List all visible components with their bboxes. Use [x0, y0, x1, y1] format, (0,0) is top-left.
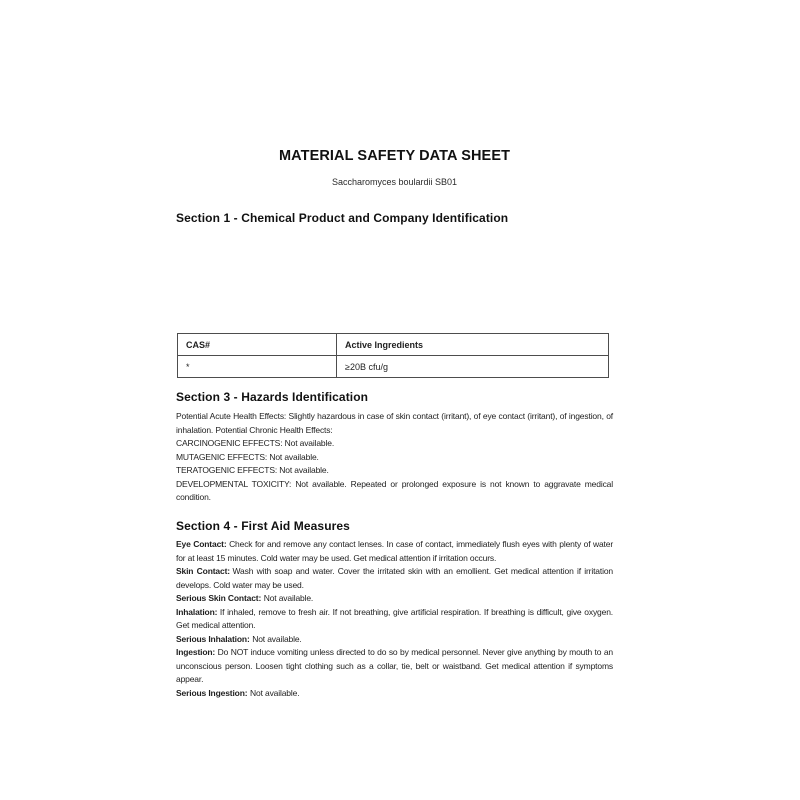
cas-number-cell: *	[178, 356, 337, 378]
first-aid-item-text: If inhaled, remove to fresh air. If not breathing, give artificial respiration. If breathing is difficult, give oxygen. Get medical attention.	[176, 606, 613, 630]
first-aid-item	[176, 538, 613, 565]
hazards-paragraph: Potential Acute Health Effects: Slightly hazardous in case of skin contact (irritant), of eye contact (irritant), of ingestion, of inhalation. Potential Chronic Health Effects:	[176, 411, 613, 435]
document-subtitle: Saccharomyces boulardii SB01	[331, 177, 458, 187]
first-aid-item-label: Serious Ingestion:	[176, 687, 248, 698]
ingredient-amount-cell: ≥20B cfu/g	[337, 356, 609, 378]
first-aid-item-text: Check for and remove any contact lenses. In case of contact, immediately flush eyes with plenty of water for at least 15 minutes. Cold water may be used. Get medical attention if irritation occurs.	[176, 539, 614, 563]
first-aid-item-text: Not available.	[252, 633, 302, 644]
first-aid-item-label: Serious Inhalation:	[176, 633, 250, 644]
section-4-body	[176, 538, 613, 700]
document-title: MATERIAL SAFETY DATA SHEET	[278, 148, 511, 164]
first-aid-item-text: Not available.	[250, 687, 300, 698]
active-ingredients-table	[177, 333, 609, 378]
first-aid-item-label: Inhalation:	[176, 606, 218, 617]
section-3-body	[176, 410, 613, 505]
section-3-heading: Section 3 - Hazards Identification	[176, 390, 369, 404]
first-aid-item-label: Serious Skin Contact:	[176, 593, 262, 603]
first-aid-item	[176, 565, 613, 592]
table-header-active-ingredients: Active Ingredients	[337, 334, 609, 356]
first-aid-item-text: Not available.	[263, 593, 314, 603]
first-aid-item	[176, 592, 613, 606]
section-1-heading: Section 1 - Chemical Product and Company Identification	[176, 211, 509, 225]
first-aid-item-label: Skin Contact:	[176, 566, 230, 576]
table-row	[178, 356, 609, 378]
hazards-paragraph: TERATOGENIC EFFECTS: Not available.	[176, 465, 329, 475]
first-aid-item	[176, 646, 613, 687]
hazards-paragraph: CARCINOGENIC EFFECTS: Not available.	[176, 438, 335, 448]
table-header-cas: CAS#	[178, 334, 337, 356]
first-aid-item	[176, 633, 613, 647]
first-aid-item-label: Ingestion:	[176, 647, 216, 657]
first-aid-item-text: Do NOT induce vomiting unless directed to do so by medical personnel. Never give anything by mouth to an unconscious person. Loosen tight clothing such as a collar, tie, belt or waistband. Get medical attention if symptoms appear.	[176, 647, 613, 684]
first-aid-item-text: Wash with soap and water. Cover the irritated skin with an emollient. Get medical attention if irritation develops. Cold water may be used.	[176, 566, 613, 590]
first-aid-item-label: Eye Contact:	[176, 539, 227, 549]
first-aid-item	[176, 606, 613, 633]
table-header-row	[178, 334, 609, 356]
first-aid-item	[176, 687, 613, 701]
hazards-paragraph: DEVELOPMENTAL TOXICITY: Not available. Repeated or prolonged exposure is not known to aggravate medical condition.	[176, 478, 613, 502]
hazards-paragraph: MUTAGENIC EFFECTS: Not available.	[176, 451, 319, 462]
section-4-heading: Section 4 - First Aid Measures	[176, 519, 350, 533]
